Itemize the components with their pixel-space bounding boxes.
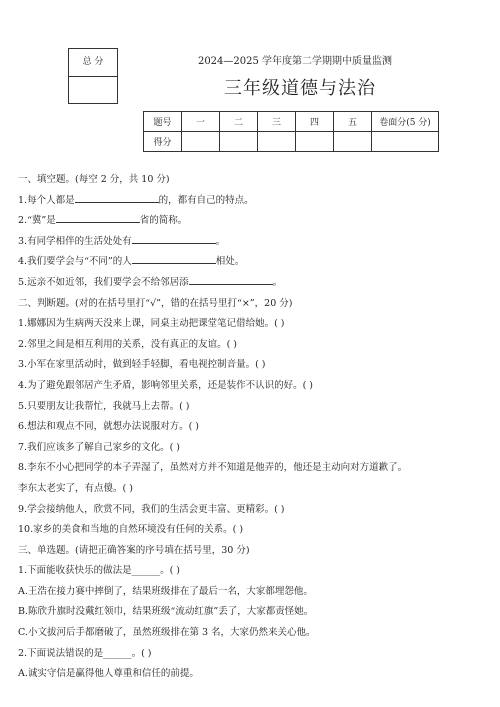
- score-header-cell: 三: [258, 112, 296, 132]
- judge-question: 3.小军在家里活动时，做到轻手轻脚，看电视控制音量。( ): [18, 359, 266, 371]
- total-score-box: [68, 48, 118, 104]
- score-cell: [258, 132, 296, 152]
- choice-option: A.王浩在接力赛中摔倒了，结果班级排在了最后一名，大家都埋怨他。: [18, 585, 313, 597]
- answer-blank: [132, 232, 216, 244]
- exam-subtitle: 2024—2025 学年度第二学期期中质量监测: [197, 56, 393, 67]
- judge-question: 5.只要朋友让我帮忙，我就马上去帮。( ): [18, 400, 190, 412]
- question-text: 4.我们要学会与“不同”的人: [18, 256, 132, 268]
- score-header-cell: 二: [220, 112, 258, 132]
- exam-title: 三年级道德与法治: [224, 78, 376, 99]
- question-text: 相处。: [215, 256, 245, 268]
- choice-question: 1.下面能收获快乐的做法是______。( ): [18, 565, 180, 577]
- score-cell: [372, 132, 439, 152]
- score-header-cell: 卷面分(5 分): [372, 112, 439, 132]
- judge-question-continued: 李东太老实了，有点傻。( ): [18, 482, 133, 494]
- question-text: 1.每个人都是: [18, 194, 75, 206]
- question-text: 5.远亲不如近邻，我们要学会不给邻居添: [18, 276, 189, 288]
- judge-question: 9.学会接纳他人，欣赏不同，我们的生活会更丰富、更精彩。( ): [18, 503, 285, 515]
- exam-content: [18, 170, 488, 685]
- answer-blank: [189, 273, 273, 285]
- score-header-cell: 题号: [144, 112, 182, 132]
- score-table-header-row: [144, 112, 439, 132]
- question-text: 省的简称。: [139, 215, 188, 227]
- judge-question: 1.娜娜因为生病两天没来上课，同桌主动把课堂笔记借给她。( ): [18, 318, 285, 330]
- choice-option: C.小文拔河后手都磨破了，虽然班级排在第 3 名，大家仍然来关心他。: [18, 627, 316, 639]
- fill-in-question: [18, 252, 488, 273]
- question-text: 的，都有自己的特点。: [158, 194, 254, 206]
- total-score-label: 总 分: [69, 49, 117, 77]
- question-text: 。: [215, 235, 226, 247]
- score-cell: [296, 132, 334, 152]
- choice-question: 2.下面说法错误的是______。( ): [18, 647, 152, 659]
- answer-blank: [132, 252, 216, 264]
- score-header-cell: 四: [296, 112, 334, 132]
- section-heading: 三、单选题。(请把正确答案的序号填在括号里，30 分): [18, 544, 250, 556]
- answer-blank: [75, 191, 159, 203]
- score-header-cell: 一: [182, 112, 220, 132]
- fill-in-question: [18, 191, 488, 212]
- choice-option: A.诚实守信是赢得他人尊重和信任的前提。: [18, 668, 199, 680]
- score-cell: [334, 132, 372, 152]
- score-row-label: 得分: [144, 132, 182, 152]
- question-text: 2.“冀”是: [18, 215, 56, 227]
- score-table-score-row: [144, 132, 439, 152]
- choice-option: B.陈欣升旗时没戴红领巾，结果班级“流动红旗”丢了，大家都责怪她。: [18, 606, 314, 618]
- section-heading: 一、填空题。(每空 2 分，共 10 分): [18, 174, 170, 185]
- judge-question: 6.想法和观点不同，就想办法说服对方。( ): [18, 421, 199, 433]
- score-header-cell: 五: [334, 112, 372, 132]
- score-table: [143, 111, 439, 152]
- question-text: 3.有同学相伴的生活处处有: [18, 235, 132, 247]
- score-cell: [220, 132, 258, 152]
- judge-question: 8.李东不小心把同学的本子弄湿了，虽然对方并不知道是他弄的，他还是主动向对方道歉了。: [18, 462, 408, 474]
- question-text: 。: [272, 276, 283, 288]
- fill-in-question: [18, 211, 488, 232]
- answer-blank: [56, 211, 140, 223]
- section-heading: 二、判断题。(对的在括号里打“√”，错的在括号里打“×”，20 分): [18, 297, 293, 309]
- fill-in-question: [18, 232, 488, 253]
- judge-question: 4.为了避免跟邻居产生矛盾，影响邻里关系，还是装作不认识的好。( ): [18, 379, 313, 391]
- fill-in-question: [18, 273, 488, 294]
- score-cell: [182, 132, 220, 152]
- judge-question: 7.我们应该多了解自己家乡的文化。( ): [18, 441, 180, 453]
- judge-question: 10.家乡的美食和当地的自然环境没有任何的关系。( ): [18, 524, 244, 536]
- judge-question: 2.邻里之间是相互利用的关系，没有真正的友谊。( ): [18, 338, 237, 350]
